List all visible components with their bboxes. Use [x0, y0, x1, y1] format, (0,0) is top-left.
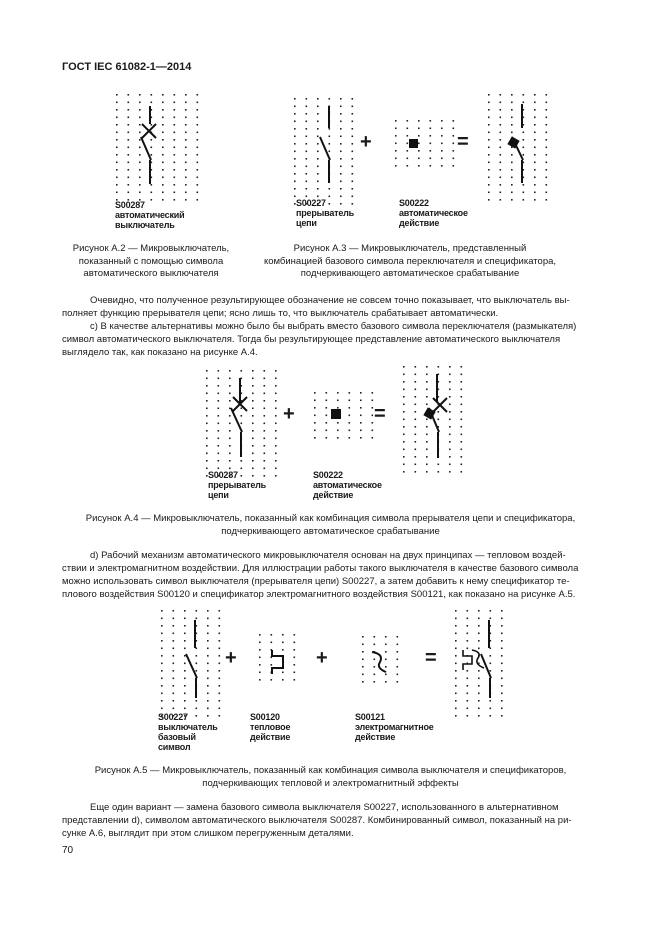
fig-a3-code-2: S00222 — [399, 198, 429, 208]
fig-a4-code-1: S00287 — [208, 470, 238, 480]
page-number: 70 — [62, 845, 74, 856]
fig-a5-equals: = — [425, 647, 437, 669]
fig-a4-code-2: S00222 — [313, 470, 343, 480]
fig-a4-equals: = — [374, 403, 386, 425]
fig-a2-caption: Рисунок А.2 — Микровыключатель, показанный с помощью символа автоматического выключателя — [72, 243, 230, 279]
fig-a5-plus-2: + — [316, 647, 328, 669]
fig-a5-name-1b: базовый — [158, 732, 196, 742]
fig-a3-caption: Рисунок А.3 — Микровыключатель, представленный комбинацией базового символа переключателя и спецификатора, подчеркивающего автоматическое срабатывание — [263, 243, 557, 279]
fig-a2-code: S00287 — [115, 200, 145, 210]
fig-a3-name-2b: действие — [399, 218, 440, 228]
fig-a5-name-1c: символ — [158, 742, 191, 752]
fig-a4-name-2a: автоматическое — [313, 480, 382, 490]
fig-a5-name-3a: электромагнитное — [355, 722, 434, 732]
fig-a5-code-2: S00120 — [250, 712, 280, 722]
fig-a5-caption: Рисунок А.5 — Микровыключатель, показанный как комбинация символа выключателя и спецификаторов, подчеркивающих тепловой и электромагнитный эффекты — [94, 765, 567, 789]
dot-grid — [259, 634, 295, 681]
fig-a5-name-2b: действие — [250, 732, 291, 742]
fig-a3-name-2a: автоматическое — [399, 208, 468, 218]
dot-grid — [455, 610, 503, 717]
fig-a5-code-3: S00121 — [355, 712, 385, 722]
fig-a4-plus: + — [283, 403, 295, 425]
thermal-action-icon — [272, 650, 283, 674]
fig-a5-code-1: S00227 — [158, 712, 188, 722]
fig-a5-name-3b: действие — [355, 732, 396, 742]
fig-a4-name-1b: цепи — [208, 490, 229, 500]
fig-a2-name-1: автоматический — [115, 210, 185, 220]
fig-a4-caption: Рисунок А.4 — Микровыключатель, показанный как комбинация символа прерывателя цепи и спецификатора, подчеркивающего автоматическое срабатывание — [85, 513, 576, 537]
fig-a2-name-2: выключатель — [115, 220, 175, 230]
fig-a5-name-2a: тепловое — [250, 722, 291, 732]
page-header: ГОСТ IEC 61082-1—2014 — [62, 61, 192, 73]
fig-a3-plus: + — [360, 131, 372, 153]
electromagnetic-action-icon — [372, 652, 386, 672]
paragraph-final: Еще один вариант — замена базового символа выключателя S00227, использованного в альтернативном представлении d), символом автоматического выключателя S00287. Комбинированный символ, показанный на ри- сунке А.6, выглядит при этом слишком перегруженным деталями. — [62, 802, 572, 839]
fig-a3-code-1: S00227 — [296, 198, 326, 208]
paragraph-c: Очевидно, что полученное результирующее обозначение не совсем точно показывает, что выключатель вы- полняет функцию прерывателя цепи; ясно лишь то, что выключатель срабатывает автоматически. c) В качестве альтернативы можно было бы выбрать вместо базового символа переключателя (размыкателя) символ автоматического выключателя. Тогда бы результирующее представление автоматического выключателя выглядело так, как показано на рисунке А.4. — [62, 295, 577, 358]
fig-a3-name-1b: цепи — [296, 218, 317, 228]
paragraph-d: d) Рабочий механизм автоматического микровыключателя основан на двух принципах — тепловом воздей- ствии и электромагнитном воздействии. Для иллюстрации работы такого выключателя в качестве базового символа можно использовать символ выключателя (прерывателя цепи) S00227, а затем добавить к нему спецификатор те- плового воздействия S00120 и спецификатор электромагнитного воздействия S00121, как показано на рисунке А.5. — [62, 550, 579, 600]
fig-a5-plus-1: + — [225, 647, 237, 669]
fig-a4-name-2b: действие — [313, 490, 354, 500]
fig-a3-equals: = — [457, 131, 469, 153]
fig-a3-name-1a: прерыватель — [296, 208, 355, 218]
fig-a4-name-1a: прерыватель — [208, 480, 267, 490]
fig-a5-name-1a: выключатель — [158, 722, 218, 732]
